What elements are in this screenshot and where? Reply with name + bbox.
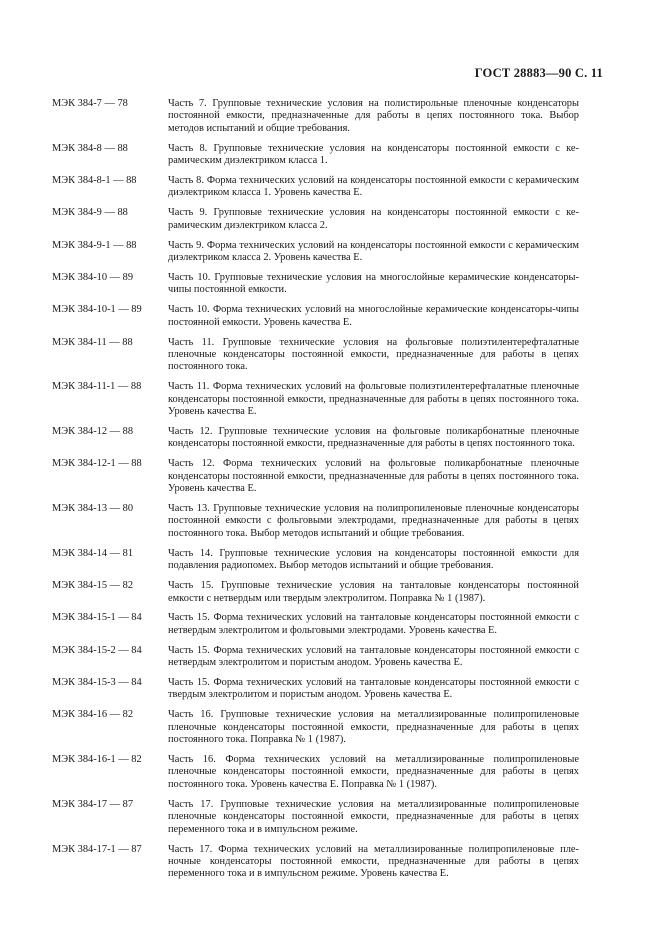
standard-entry — [52, 645, 579, 670]
standard-description: Часть 15. Групповые технические условия на танталовые конденсаторы постоянной емкости с нетвердым или твердым электролитом. Поправка № 1 (1987). — [168, 580, 579, 604]
standard-description: Часть 15. Форма технических условий на танталовые конденсаторы постоянной емкости с твердым электролитом и пористым анодом. Уровень качества Е. — [168, 677, 579, 701]
standard-description: Часть 8. Групповые технические условия на конденсаторы постоянной емкости с керамическим диэлектриком класса 1. — [168, 142, 579, 167]
standard-description: Часть 17. Форма технических условий на металлизированные полипропиленовые пленочные конденсаторы постоянной емкости, предназначенные для работы в цепях переменного тока и в импульсном режиме. Уровень качества Е. — [168, 843, 579, 880]
standard-entry — [52, 503, 579, 540]
standard-code: МЭК 384-15 — 82 — [52, 580, 134, 592]
standard-description: Часть 16. Форма технических условий на металлизированные полипропиленовые пленочные конденсаторы постоянной емкости, предназначенные для работы в цепях постоянного тока. Уровень качества Е. Поправка № 1 (1987). — [168, 754, 579, 790]
standard-code: МЭК 384-10-1 — 89 — [52, 304, 142, 316]
standard-entry — [52, 548, 579, 573]
page-header: ГОСТ 28883—90 С. 11 — [474, 66, 603, 80]
standard-code: МЭК 384-13 — 80 — [52, 503, 134, 515]
standard-code: МЭК 384-9-1 — 88 — [52, 239, 137, 251]
standard-code: МЭК 384-15-3 — 84 — [52, 677, 142, 689]
standards-list — [52, 98, 579, 888]
standard-description: Часть 15. Форма технических условий на танталовые конденсаторы постоянной емкости с нетвердым электролитом и фольговыми электродами. Уровень качества Е. — [168, 612, 579, 636]
standard-entry — [52, 98, 579, 135]
standard-entry — [52, 304, 579, 329]
standard-entry — [52, 799, 579, 836]
standard-description: Часть 11. Групповые технические условия на фольговые полиэтилентерефталатные пленочные конденсаторы постоянной емкости, предназначенные для работы в цепях постоянного тока. — [168, 336, 579, 373]
standard-description: Часть 9. Форма технических условий на конденсаторы постоянной емкости с керамическим диэлектриком класса 2. Уровень качества Е. — [168, 239, 579, 264]
standard-entry — [52, 426, 579, 451]
standard-entry — [52, 272, 579, 297]
standard-code: МЭК 384-17-1 — 87 — [52, 843, 142, 855]
standard-code: МЭК 384-11-1 — 88 — [52, 381, 142, 393]
standard-code: МЭК 384-16-1 — 82 — [52, 754, 142, 766]
standard-entry — [52, 754, 579, 791]
standard-description: Часть 11. Форма технических условий на фольговые полиэтилентерефталатные пленочные конденсаторы постоянной емкости, предназначенные для работы в цепях постоянного тока. Уровень качества Е. — [168, 381, 579, 418]
standard-entry — [52, 337, 579, 374]
standard-description: Часть 15. Форма технических условий на танталовые конденсаторы постоянной емкости с нетвердым электролитом и пористым анодом. Уровень качества Е. — [168, 644, 579, 669]
standard-entry — [52, 175, 579, 200]
standard-description: Часть 12. Форма технических условий на фольговые поликарбонатные пленочные конденсаторы постоянной емкости, предназначенные для работы в цепях постоянного тока. Уровень качества Е. — [168, 458, 579, 495]
standard-entry — [52, 458, 579, 495]
standard-code: МЭК 384-8 — 88 — [52, 142, 128, 154]
standard-code: МЭК 384-7 — 78 — [52, 98, 128, 109]
standard-description: Часть 10. Форма технических условий на многослойные керамические конденсаторы-чипы постоянной емкости. Уровень качества Е. — [168, 304, 579, 328]
standard-description: Часть 12. Групповые технические условия на фольговые поликарбонатные пленочные конденсаторы постоянной емкости, предназначенные для работы в цепях постоянного тока. — [168, 426, 579, 450]
standard-description: Часть 16. Групповые технические условия на металлизированные полипропиленовые пленочные конденсаторы постоянной емкости, предназначенные для работы в цепях постоянного тока. Поправка № 1 (1987). — [168, 709, 579, 746]
standard-description: Часть 13. Групповые технические условия на полипропиленовые пленочные конденсаторы постоянной емкости с фольговыми электродами, предназначенные для работы в цепях постоянного тока. Выбор методов испытаний и общие требования. — [168, 503, 579, 539]
standard-description: Часть 17. Групповые технические условия на металлизированные полипропиленовые пленочные конденсаторы постоянной емкости, предназначенные для работы в цепях переменного тока и в импульсном режиме. — [168, 798, 579, 835]
standard-entry — [52, 612, 579, 637]
standard-entry — [52, 143, 579, 168]
standard-entry — [52, 580, 579, 605]
standard-entry — [52, 844, 579, 881]
standard-code: МЭК 384-12 — 88 — [52, 426, 134, 438]
standard-code: МЭК 384-14 — 81 — [52, 547, 134, 559]
standard-code: МЭК 384-12-1 — 88 — [52, 458, 142, 470]
standard-code: МЭК 384-10 — 89 — [52, 271, 134, 283]
standard-entry — [52, 381, 579, 418]
standard-description: Часть 9. Групповые технические условия на конденсаторы постоянной емкости с керамическим диэлектриком класса 2. — [168, 207, 579, 231]
standard-code: МЭК 384-16 — 82 — [52, 709, 134, 721]
standard-entry — [52, 677, 579, 702]
standard-description: Часть 8. Форма технических условий на конденсаторы постоянной емкости с керамическим диэлектриком класса 1. Уровень качества Е. — [168, 175, 579, 199]
standard-description: Часть 10. Групповые технические условия на многослойные керамические конденсаторы-чипы постоянной емкости. — [168, 271, 579, 296]
standard-code: МЭК 384-8-1 — 88 — [52, 175, 137, 187]
standard-code: МЭК 384-11 — 88 — [52, 336, 133, 348]
standard-code: МЭК 384-15-2 — 84 — [52, 644, 142, 656]
standard-code: МЭК 384-9 — 88 — [52, 207, 128, 219]
standard-entry — [52, 240, 579, 265]
standard-code: МЭК 384-17 — 87 — [52, 798, 134, 810]
standard-entry — [52, 709, 579, 746]
standard-description: Часть 7. Групповые технические условия на полистирольные пленочные конденсаторы постоянной емкости, предназначенные для работы в цепях постоянного тока. Выбор методов испытаний и общие требования. — [168, 98, 579, 134]
standard-description: Часть 14. Групповые технические условия на конденсаторы постоянной емкости для подавления радиопомех. Выбор методов испытаний и общие требования. — [168, 547, 579, 572]
standard-code: МЭК 384-15-1 — 84 — [52, 612, 142, 624]
standard-entry — [52, 207, 579, 232]
